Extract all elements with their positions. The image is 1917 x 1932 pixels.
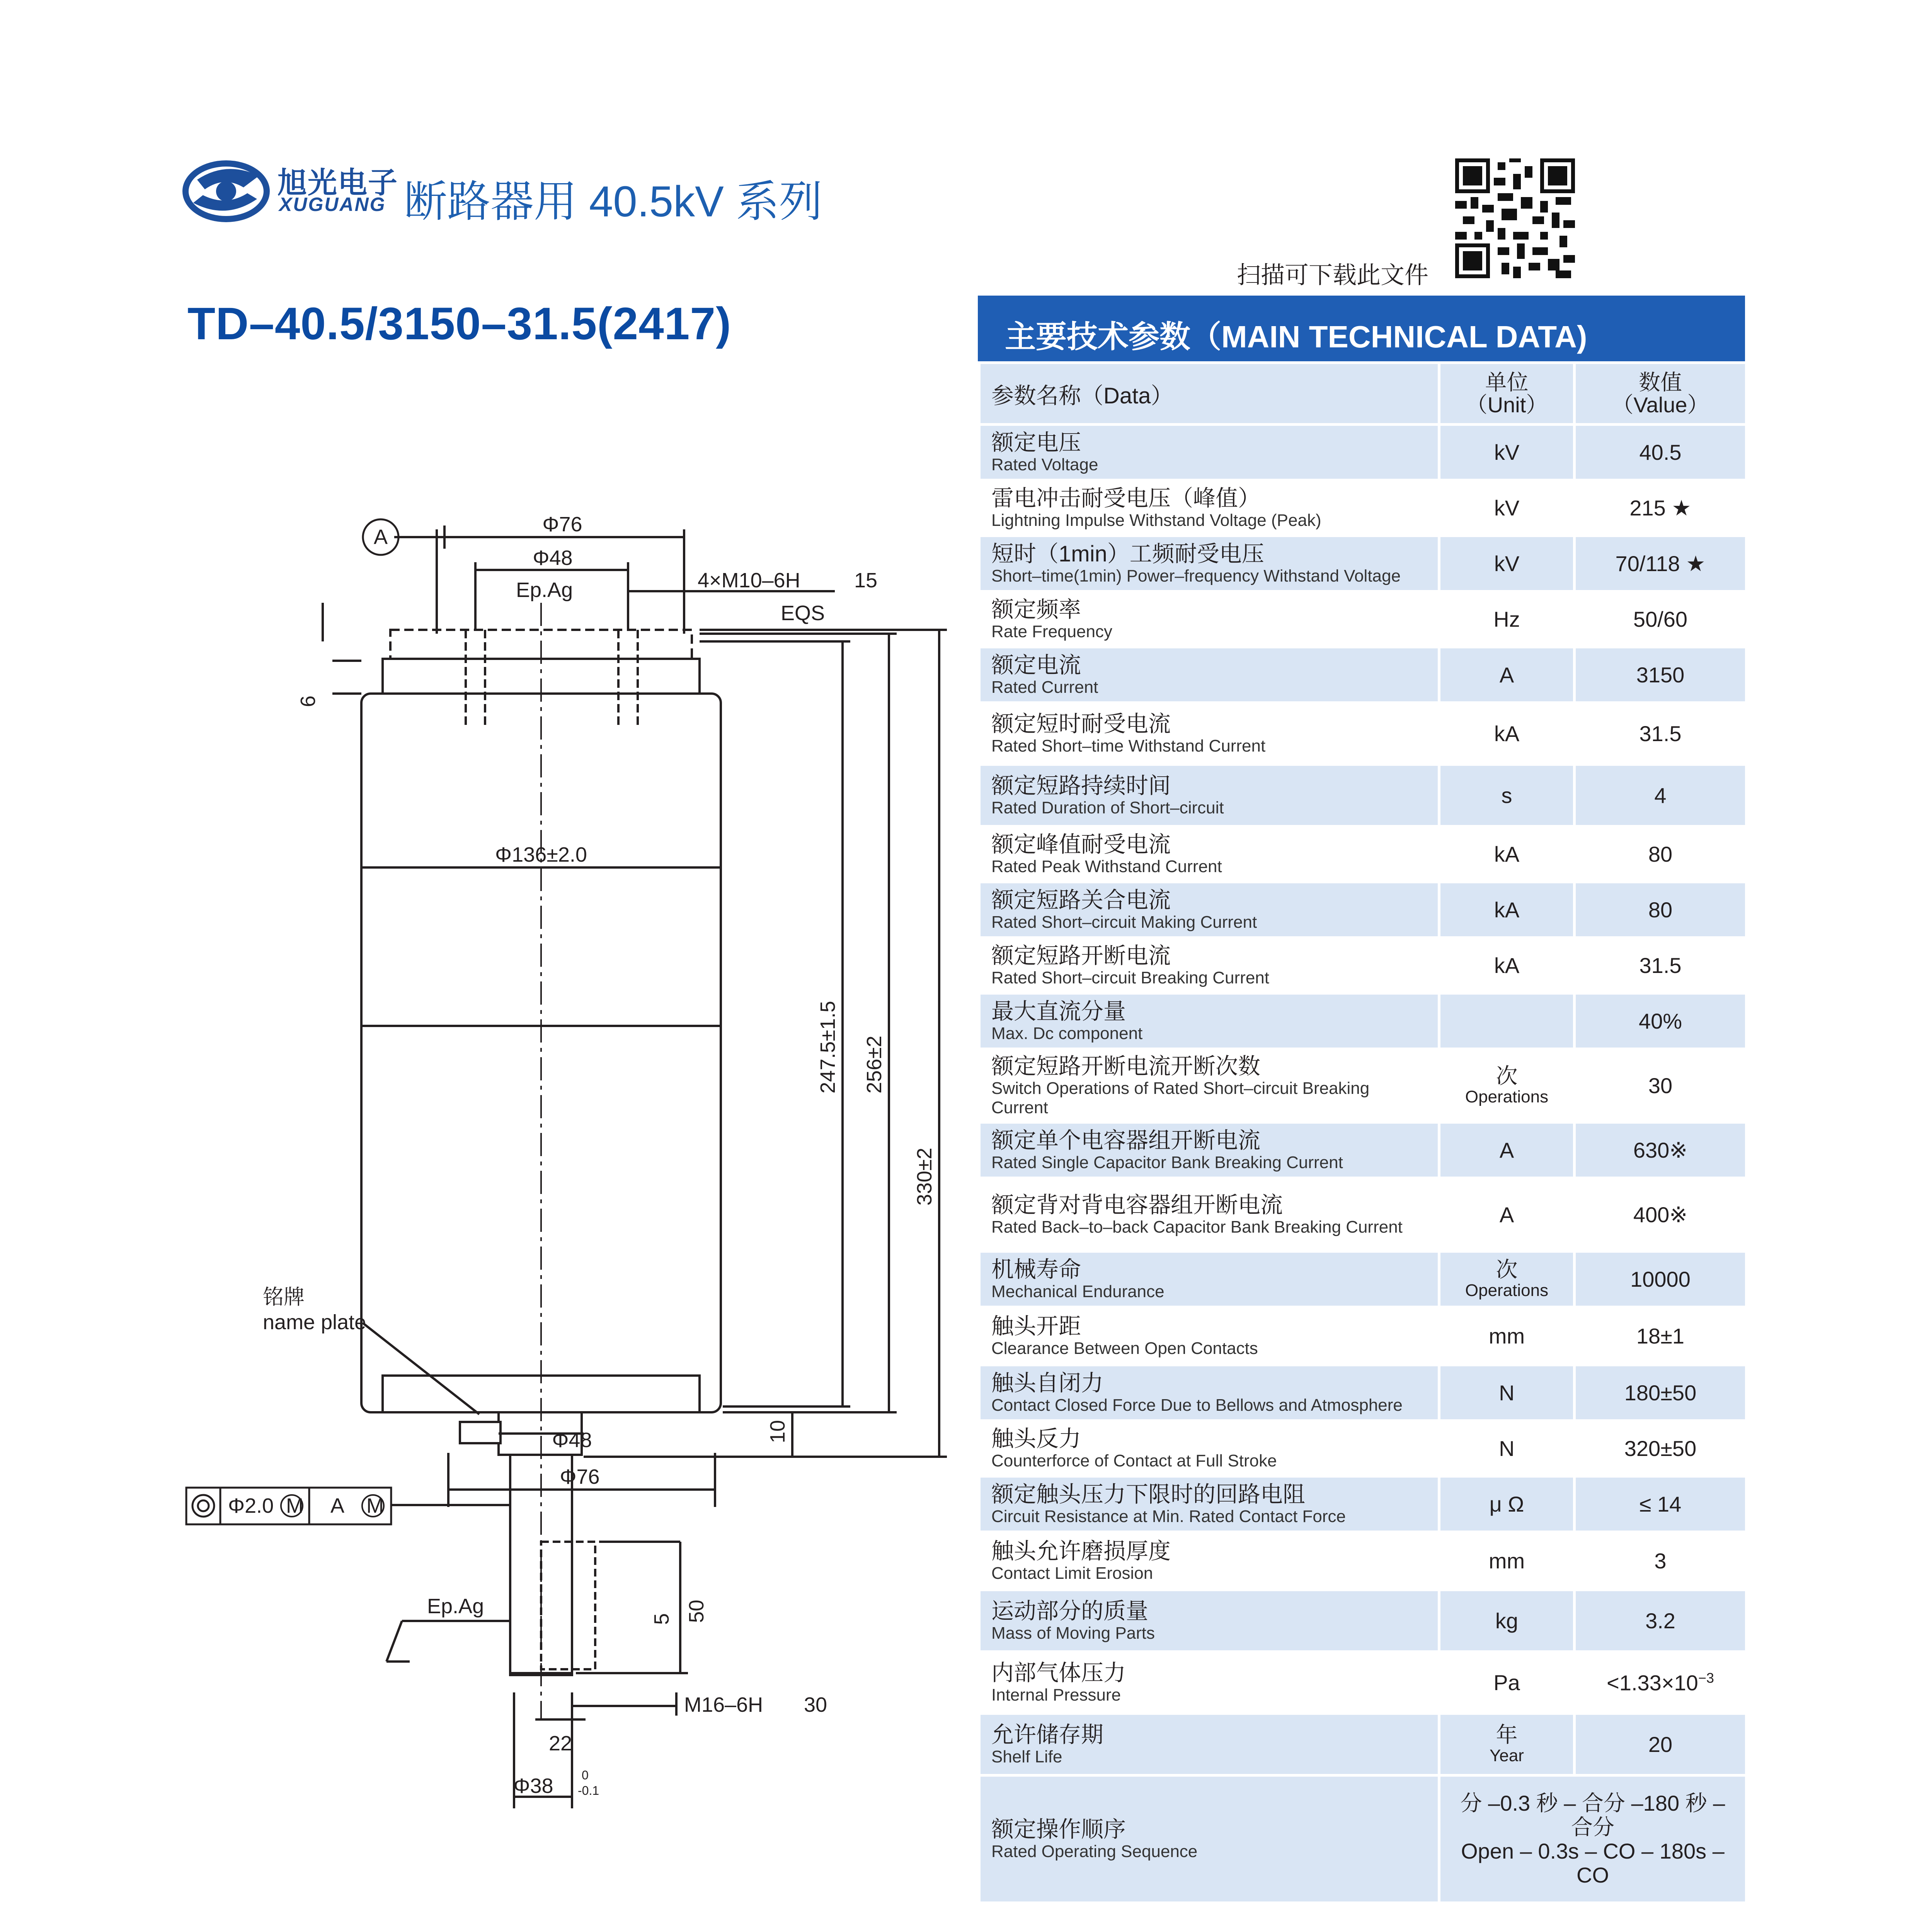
param-cn: 额定频率 (991, 597, 1081, 622)
param-name (979, 1178, 1439, 1252)
param-en: Rated Operating Sequence (991, 1842, 1198, 1861)
tol-datum: A (330, 1494, 345, 1517)
param-value: 3 (1575, 1532, 1747, 1590)
dim-thread-top: 4×M10–6H (698, 569, 800, 592)
param-unit-en: Operations (1465, 1281, 1549, 1300)
param-value-base: <1.33×10 (1607, 1670, 1698, 1695)
param-unit: kg (1439, 1590, 1575, 1652)
param-en: Rate Frequency (991, 622, 1113, 641)
param-en: Contact Limit Erosion (991, 1563, 1153, 1583)
param-unit: kA (1439, 882, 1575, 938)
table-row (979, 1714, 1747, 1776)
param-en: Contact Closed Force Due to Bellows and Atmosphere (991, 1395, 1403, 1415)
param-name (979, 1365, 1439, 1421)
param-value: 10000 (1575, 1252, 1747, 1307)
param-unit: kV (1439, 480, 1575, 536)
param-name (979, 1252, 1439, 1307)
table-row (979, 765, 1747, 827)
param-cn: 雷电冲击耐受电压（峰值） (991, 485, 1261, 511)
table-row (979, 592, 1747, 647)
param-en: Counterforce of Contact at Full Stroke (991, 1451, 1277, 1470)
param-en: Rated Voltage (991, 455, 1098, 474)
param-en: Rated Single Capacitor Bank Breaking Current (991, 1153, 1343, 1172)
table-row (979, 1252, 1747, 1307)
sequence-value (1439, 1776, 1747, 1903)
interrupter-outline-drawing (178, 495, 951, 1847)
param-name (979, 1307, 1439, 1365)
param-unit: Pa (1439, 1652, 1575, 1714)
tol-m2: M (366, 1494, 384, 1517)
param-name (979, 1590, 1439, 1652)
param-cn: 短时（1min）工频耐受电压 (991, 541, 1264, 566)
param-name (979, 1652, 1439, 1714)
table-row (979, 536, 1747, 592)
param-value: 31.5 (1575, 703, 1747, 765)
param-name (979, 480, 1439, 536)
param-value: 70/118 ★ (1575, 536, 1747, 592)
param-name (979, 536, 1439, 592)
param-en: Shelf Life (991, 1747, 1062, 1766)
param-cn: 额定背对背电容器组开断电流 (991, 1192, 1283, 1218)
table-row-sequence (979, 1776, 1747, 1903)
brand-name-cn: 旭光电子 (278, 167, 398, 199)
param-en: Clearance Between Open Contacts (991, 1338, 1258, 1358)
param-en: Rated Current (991, 677, 1098, 697)
param-unit (1439, 1049, 1575, 1122)
param-name (979, 827, 1439, 882)
dim-phi38: Φ38 (513, 1774, 553, 1798)
header-unit-cn: 单位 (1485, 370, 1529, 395)
param-cn: 额定短时耐受电流 (991, 711, 1171, 736)
param-value: 3.2 (1575, 1590, 1747, 1652)
param-name (979, 993, 1439, 1049)
table-row (979, 647, 1747, 703)
table-row (979, 1532, 1747, 1590)
param-cn: 额定短路持续时间 (991, 773, 1171, 798)
dim-256: 256±2 (863, 1036, 886, 1094)
param-value: 40.5 (1575, 425, 1747, 480)
series-title: 断路器用 40.5kV 系列 (404, 177, 822, 226)
dim-6: 6 (296, 695, 320, 707)
param-name (979, 1122, 1439, 1178)
dim-depth-top: 15 (854, 569, 878, 592)
param-en: Mechanical Endurance (991, 1282, 1165, 1301)
param-cn: 额定触头压力下限时的回路电阻 (991, 1481, 1306, 1507)
dim-50: 50 (685, 1599, 708, 1623)
param-en: Rated Back–to–back Capacitor Bank Breaking Current (991, 1217, 1403, 1236)
param-name (979, 1776, 1439, 1903)
table-row (979, 938, 1747, 993)
table-row (979, 1307, 1747, 1365)
header-unit-en: （Unit） (1466, 392, 1548, 417)
header-value (1575, 363, 1747, 425)
param-value: 31.5 (1575, 938, 1747, 993)
param-unit-en: Year (1490, 1746, 1524, 1765)
table-row (979, 1365, 1747, 1421)
param-en: Rated Short–circuit Breaking Current (991, 968, 1269, 987)
param-unit: A (1439, 1178, 1575, 1252)
param-unit: Hz (1439, 592, 1575, 647)
dim-330: 330±2 (913, 1148, 936, 1206)
param-unit: kV (1439, 425, 1575, 480)
param-unit (1439, 993, 1575, 1049)
param-value: 40% (1575, 993, 1747, 1049)
param-unit: mm (1439, 1307, 1575, 1365)
param-value: 80 (1575, 882, 1747, 938)
param-cn: 额定短路关合电流 (991, 887, 1171, 913)
param-unit-en: Operations (1465, 1087, 1549, 1106)
table-row (979, 425, 1747, 480)
dim-phi136: Φ136±2.0 (495, 843, 587, 866)
dim-phi76-bot: Φ76 (560, 1465, 600, 1488)
param-value: 400※ (1575, 1178, 1747, 1252)
param-value: 30 (1575, 1049, 1747, 1122)
param-name (979, 1714, 1439, 1776)
param-name (979, 1049, 1439, 1122)
table-row (979, 827, 1747, 882)
company-logo (182, 153, 271, 230)
table-row (979, 1476, 1747, 1532)
tol-value: Φ2.0 (228, 1494, 274, 1517)
param-cn: 运动部分的质量 (991, 1598, 1149, 1624)
param-cn: 额定短路开断电流 (991, 943, 1171, 968)
sequence-value-cn: 分 –0.3 秒 – 合分 –180 秒 – 合分 (1460, 1791, 1725, 1839)
param-unit: μ Ω (1439, 1476, 1575, 1532)
param-cn: 最大直流分量 (991, 998, 1126, 1024)
scan-download-text: 扫描可下载此文件 (1237, 262, 1429, 289)
table-row (979, 993, 1747, 1049)
dim-5: 5 (650, 1613, 673, 1625)
dim-22: 22 (548, 1732, 572, 1755)
param-name (979, 765, 1439, 827)
param-en: Max. Dc component (991, 1024, 1143, 1043)
table-row (979, 882, 1747, 938)
param-unit: kV (1439, 536, 1575, 592)
technical-drawing (178, 495, 951, 1847)
param-en: Circuit Resistance at Min. Rated Contact Force (991, 1507, 1346, 1526)
param-value: 80 (1575, 827, 1747, 882)
param-value: ≤ 14 (1575, 1476, 1747, 1532)
param-value: 180±50 (1575, 1365, 1747, 1421)
param-unit: kA (1439, 827, 1575, 882)
param-name (979, 1421, 1439, 1476)
param-value: 50/60 (1575, 592, 1747, 647)
param-unit: s (1439, 765, 1575, 827)
param-name (979, 1532, 1439, 1590)
param-value-exp: −3 (1698, 1670, 1714, 1686)
param-cn: 机械寿命 (991, 1257, 1081, 1282)
param-cn: 额定电流 (991, 652, 1081, 678)
sequence-value-en: Open – 0.3s – CO – 180s – CO (1461, 1838, 1725, 1887)
dim-phi48-top: Φ48 (533, 546, 573, 570)
param-unit (1439, 1714, 1575, 1776)
param-cn: 额定操作顺序 (991, 1816, 1126, 1842)
param-value: 4 (1575, 765, 1747, 827)
param-name (979, 425, 1439, 480)
param-en: Internal Pressure (991, 1685, 1121, 1704)
brand-name-en: XUGUANG (279, 194, 386, 215)
param-value: 320±50 (1575, 1421, 1747, 1476)
param-unit: kA (1439, 703, 1575, 765)
param-unit: N (1439, 1421, 1575, 1476)
param-value (1575, 1652, 1747, 1714)
qr-code-icon (1455, 158, 1575, 278)
nameplate-cn: 铭牌 (263, 1286, 305, 1309)
param-name (979, 938, 1439, 993)
param-value: 630※ (1575, 1122, 1747, 1178)
param-name (979, 647, 1439, 703)
table-row (979, 703, 1747, 765)
param-name (979, 592, 1439, 647)
main-table-title-text: 主要技术参数（MAIN TECHNICAL DATA) (1005, 320, 1587, 354)
param-cn: 触头自闭力 (991, 1370, 1104, 1396)
datum-a-label: A (373, 526, 388, 549)
param-unit: A (1439, 647, 1575, 703)
dim-depth-bot: 30 (804, 1693, 827, 1716)
param-cn: 额定单个电容器组开断电流 (991, 1128, 1261, 1153)
header-value-cn: 数值 (1639, 370, 1682, 395)
main-table-title (978, 296, 1745, 361)
header-unit (1439, 363, 1575, 425)
dim-247-5: 247.5±1.5 (816, 1001, 839, 1094)
param-cn: 触头允许磨损厚度 (991, 1538, 1171, 1564)
dim-phi76-top: Φ76 (542, 513, 582, 536)
param-en: Rated Short–circuit Making Current (991, 912, 1257, 932)
model-number: TD–40.5/3150–31.5(2417) (187, 298, 732, 349)
param-en: Lightning Impulse Withstand Voltage (Peak) (991, 510, 1321, 530)
param-cn: 触头开距 (991, 1313, 1081, 1339)
param-cn: 内部气体压力 (991, 1660, 1126, 1685)
param-cn: 允许储存期 (991, 1722, 1104, 1747)
param-name (979, 882, 1439, 938)
table-header-row (979, 363, 1747, 425)
param-en: Rated Short–time Withstand Current (991, 736, 1266, 755)
param-value: 20 (1575, 1714, 1747, 1776)
param-cn: 触头反力 (991, 1426, 1081, 1451)
param-unit-cn: 次 (1496, 1063, 1518, 1088)
param-en: Short–time(1min) Power–frequency Withstand Voltage (991, 566, 1401, 585)
qr-code (1455, 158, 1575, 278)
param-value: 215 ★ (1575, 480, 1747, 536)
nameplate-en: name plate (263, 1311, 366, 1334)
param-cn: 额定短路开断电流开断次数 (991, 1053, 1261, 1079)
dim-10: 10 (766, 1420, 789, 1443)
dim-phi38-tol-low: -0.1 (578, 1784, 599, 1798)
dim-phi48-bot: Φ48 (552, 1429, 592, 1452)
table-row (979, 1590, 1747, 1652)
param-unit: kA (1439, 938, 1575, 993)
param-cn: 额定电压 (991, 430, 1081, 455)
tol-m1: M (286, 1494, 303, 1517)
dim-thread-bot: M16–6H (684, 1693, 763, 1716)
param-value: 3150 (1575, 647, 1747, 703)
header-data: 参数名称（Data） (979, 363, 1439, 425)
param-unit-cn: 年 (1496, 1722, 1518, 1747)
param-name (979, 703, 1439, 765)
param-name (979, 1476, 1439, 1532)
logo-mark-icon (182, 153, 271, 230)
param-en: Rated Peak Withstand Current (991, 857, 1222, 876)
table-row (979, 1049, 1747, 1122)
param-en: Switch Operations of Rated Short–circuit Breaking Current (991, 1078, 1370, 1117)
epag-bot-label: Ep.Ag (427, 1595, 484, 1618)
table-row (979, 1421, 1747, 1476)
epag-top-label: Ep.Ag (516, 578, 573, 602)
header-value-en: （Value） (1612, 392, 1709, 417)
table-row (979, 480, 1747, 536)
eqs-label: EQS (781, 602, 825, 625)
dim-phi38-tol-up: 0 (582, 1768, 589, 1782)
table-row (979, 1122, 1747, 1178)
param-value: 18±1 (1575, 1307, 1747, 1365)
table-row (979, 1652, 1747, 1714)
param-unit: mm (1439, 1532, 1575, 1590)
param-unit: A (1439, 1122, 1575, 1178)
param-unit: N (1439, 1365, 1575, 1421)
param-en: Mass of Moving Parts (991, 1623, 1155, 1643)
param-unit (1439, 1252, 1575, 1307)
table-row (979, 1178, 1747, 1252)
main-technical-data-table (978, 361, 1748, 1904)
param-en: Rated Duration of Short–circuit (991, 798, 1224, 817)
param-cn: 额定峰值耐受电流 (991, 832, 1171, 857)
param-unit-cn: 次 (1496, 1257, 1518, 1282)
